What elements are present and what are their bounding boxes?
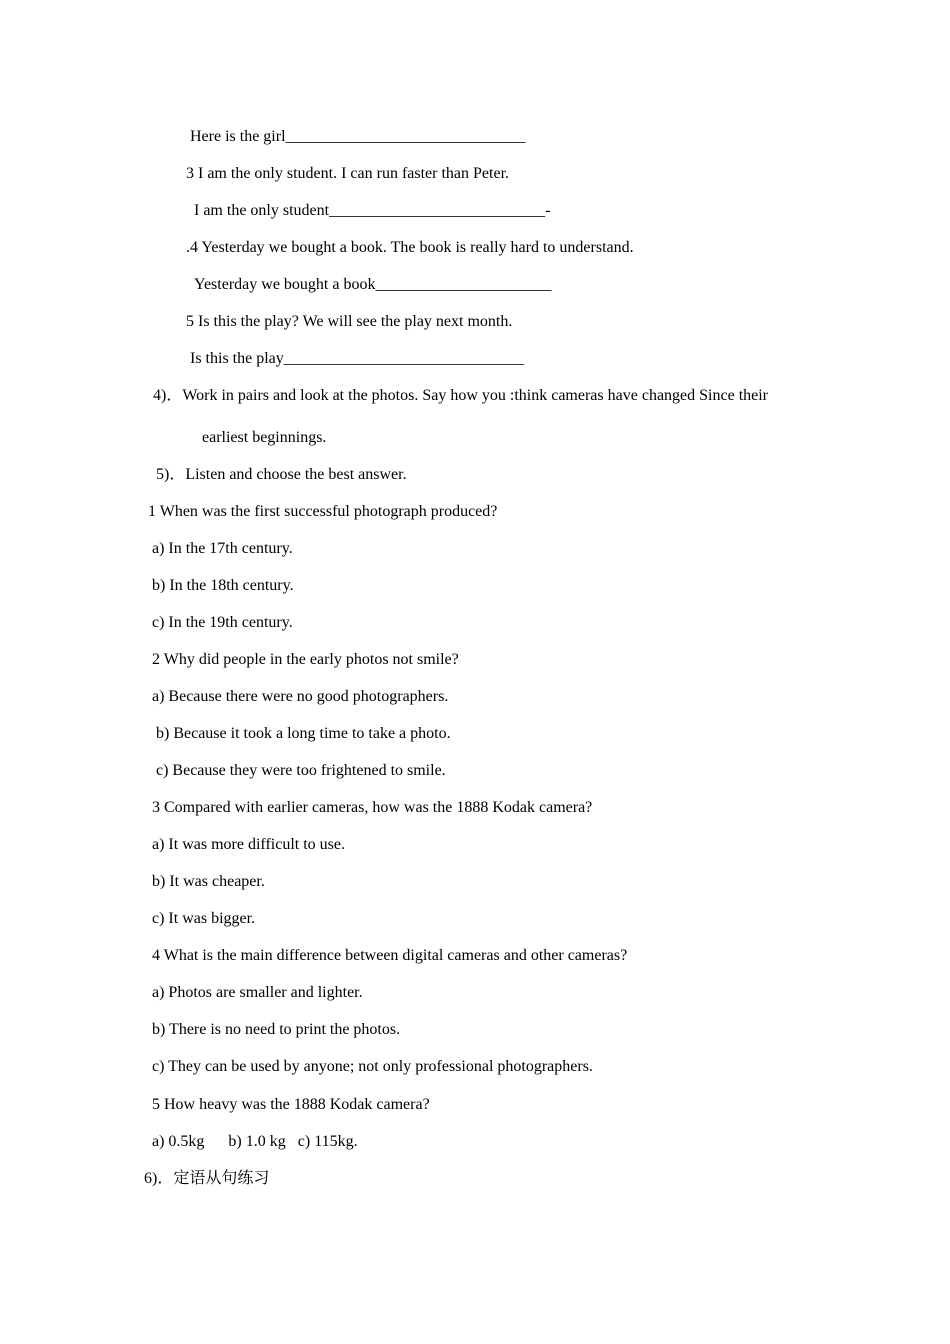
sentence-5: 5 Is this the play? We will see the play next month. <box>186 313 513 330</box>
question-2-option-a: a) Because there were no good photographers. <box>152 688 449 705</box>
section-4-instruction-cont: earliest beginnings. <box>202 429 327 446</box>
answer-line-3: I am the only student___________________________- <box>194 202 551 219</box>
question-1-option-c: c) In the 19th century. <box>152 614 293 631</box>
answer-line-5: Is this the play______________________________ <box>190 350 524 367</box>
section-4-instruction: 4)．Work in pairs and look at the photos. Say how you :think cameras have changed Since their <box>153 387 769 404</box>
question-2: 2 Why did people in the early photos not smile? <box>152 651 459 668</box>
question-4-option-b: b) There is no need to print the photos. <box>152 1021 401 1038</box>
question-1: 1 When was the first successful photograph produced? <box>148 503 498 520</box>
question-4-option-a: a) Photos are smaller and lighter. <box>152 984 363 1001</box>
answer-line-2: Here is the girl______________________________ <box>190 128 526 145</box>
sentence-3: 3 I am the only student. I can run faster than Peter. <box>186 165 510 182</box>
question-3-option-a: a) It was more difficult to use. <box>152 836 345 853</box>
question-3-option-b: b) It was cheaper. <box>152 873 265 890</box>
question-2-option-b: b) Because it took a long time to take a photo. <box>156 725 451 742</box>
question-4: 4 What is the main difference between digital cameras and other cameras? <box>152 947 628 964</box>
section-5-heading: 5)．Listen and choose the best answer. <box>156 466 407 483</box>
question-3-option-c: c) It was bigger. <box>152 910 256 927</box>
question-4-option-c: c) They can be used by anyone; not only professional photographers. <box>152 1058 593 1075</box>
section-6-heading: 6)．定语从句练习 <box>144 1170 270 1187</box>
question-3: 3 Compared with earlier cameras, how was the 1888 Kodak camera? <box>152 799 593 816</box>
answer-line-4: Yesterday we bought a book______________________ <box>194 276 552 293</box>
question-2-option-c: c) Because they were too frightened to smile. <box>156 762 446 779</box>
question-5: 5 How heavy was the 1888 Kodak camera? <box>152 1096 430 1113</box>
question-1-option-a: a) In the 17th century. <box>152 540 293 557</box>
sentence-4: .4 Yesterday we bought a book. The book is really hard to understand. <box>186 239 634 256</box>
question-5-options: a) 0.5kg b) 1.0 kg c) 115kg. <box>152 1133 358 1150</box>
question-1-option-b: b) In the 18th century. <box>152 577 294 594</box>
